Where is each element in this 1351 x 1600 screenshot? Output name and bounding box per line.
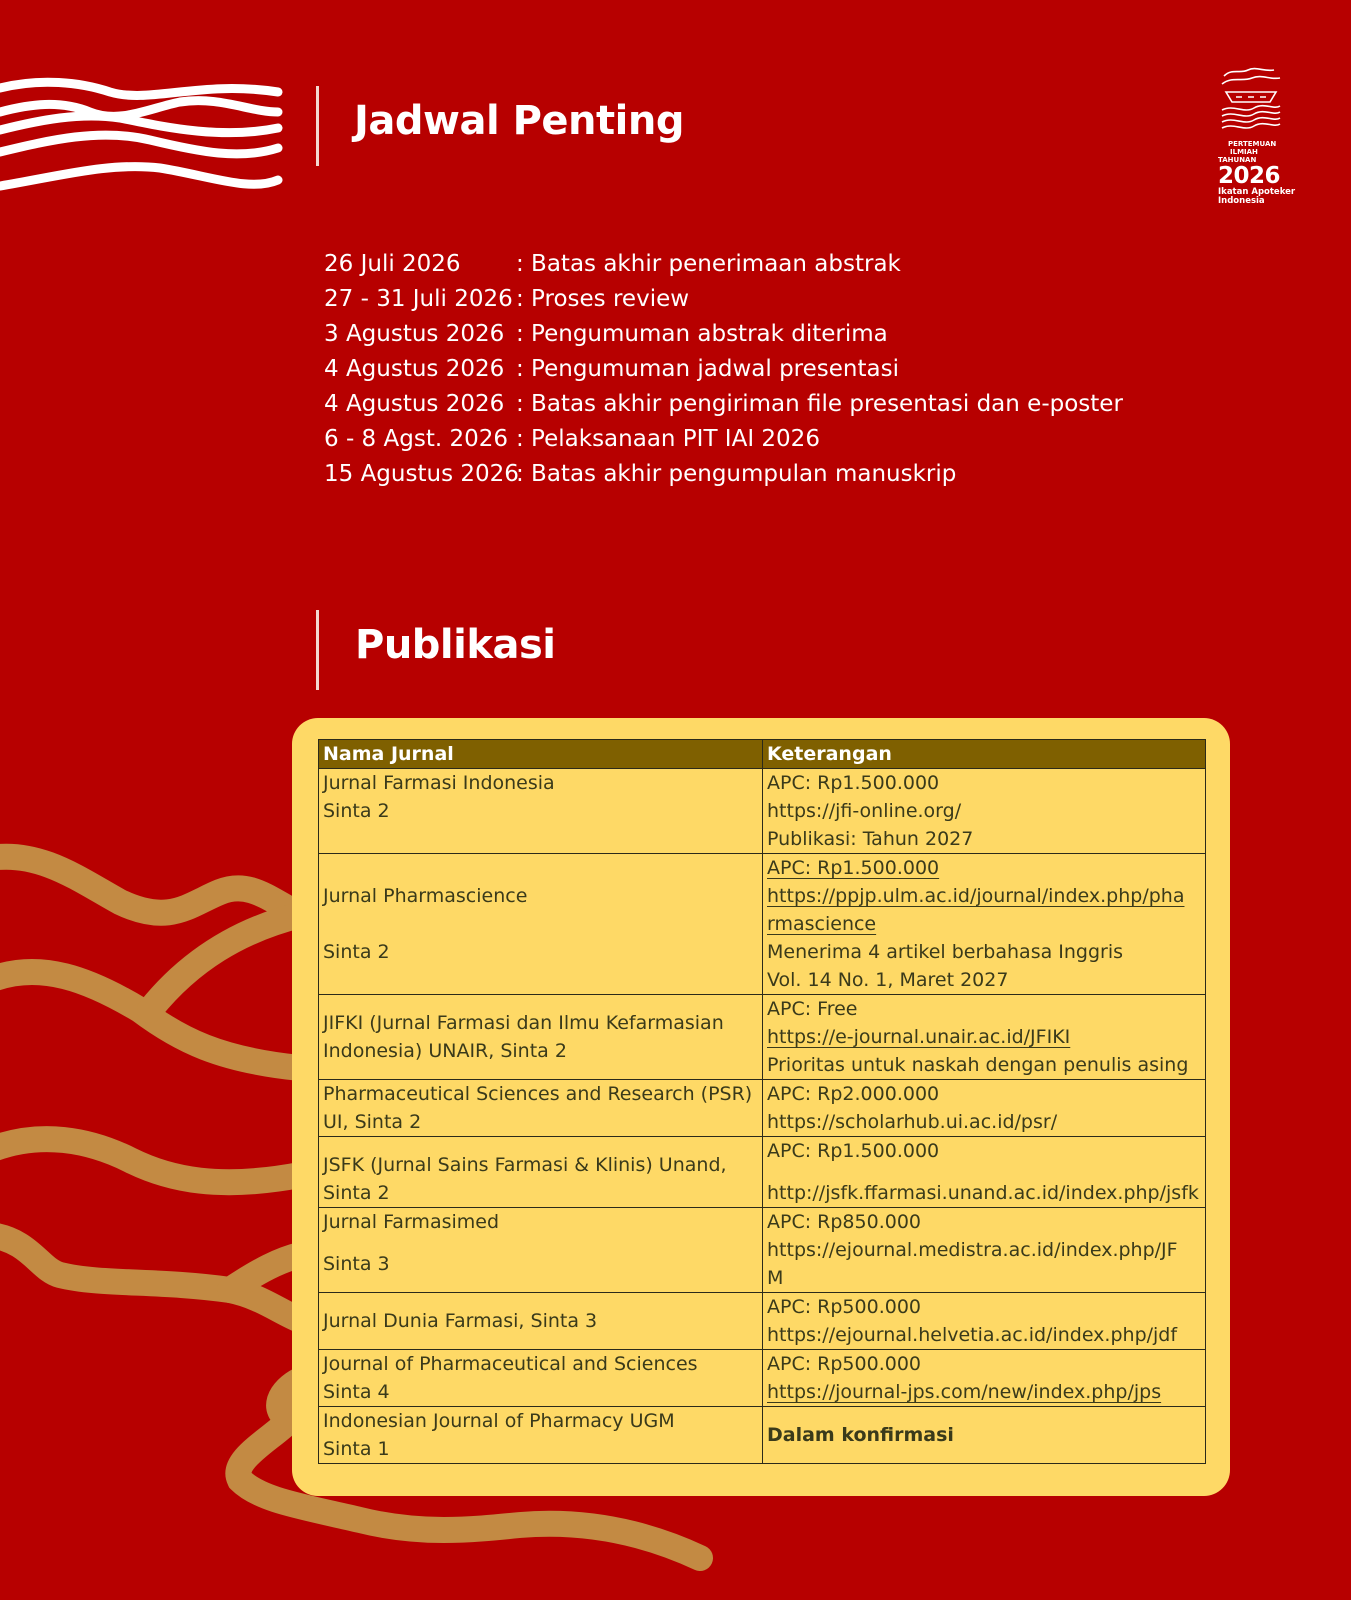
schedule-date: 26 Juli 2026 [324, 251, 461, 277]
journal-link-continued[interactable]: rmascience [767, 913, 877, 935]
schedule-desc: : Batas akhir penerimaan abstrak [516, 251, 901, 277]
journal-info-cell [763, 1407, 1206, 1464]
journal-sinta: Sinta 2 [323, 941, 390, 963]
schedule-date: 4 Agustus 2026 [324, 356, 505, 382]
journal-apc: APC: Free [767, 998, 858, 1020]
journal-link[interactable]: https://ppjp.ulm.ac.id/journal/index.php/pha [767, 885, 1185, 907]
journal-apc: APC: Rp1.500.000 [767, 772, 940, 794]
schedule-date: 27 - 31 Juli 2026 [324, 286, 513, 312]
table-row [319, 995, 1206, 1080]
journal-link[interactable]: https://ejournal.medistra.ac.id/index.php/JF [767, 1239, 1178, 1261]
journal-info-cell [763, 1350, 1206, 1407]
journal-name-cell [319, 1407, 763, 1464]
journal-name: Jurnal Pharmascience [323, 885, 528, 907]
schedule-list [324, 247, 1123, 492]
journal-sinta: Sinta 1 [323, 1438, 390, 1460]
journal-name-cell [319, 995, 763, 1080]
journal-apc: APC: Rp500.000 [767, 1353, 921, 1375]
journal-link[interactable]: https://scholarhub.ui.ac.id/psr/ [767, 1111, 1058, 1133]
journal-name: Pharmaceutical Sciences and Research (PSR) [323, 1083, 753, 1105]
journal-info-cell [763, 1208, 1206, 1293]
journal-link[interactable]: https://e-journal.unair.ac.id/JFIKI [767, 1026, 1071, 1048]
table-row [319, 1407, 1206, 1464]
header-journal-name: Nama Jurnal [319, 740, 763, 769]
table-row [319, 854, 1206, 995]
journal-name-cell [319, 1293, 763, 1350]
table-row [319, 1208, 1206, 1293]
schedule-item [324, 387, 1123, 422]
journal-info-cell [763, 1293, 1206, 1350]
journal-status: Dalam konfirmasi [767, 1424, 954, 1446]
journal-info-cell [763, 854, 1206, 995]
journal-link[interactable]: https://journal-jps.com/new/index.php/jps [767, 1381, 1162, 1403]
journal-table-card [292, 718, 1230, 1496]
journal-link[interactable]: http://jsfk.ffarmasi.unand.ac.id/index.php/jsfk [767, 1182, 1199, 1204]
schedule-date: 3 Agustus 2026 [324, 321, 505, 347]
journal-name-cell [319, 854, 763, 995]
journal-name: JIFKI (Jurnal Farmasi dan Ilmu Kefarmasian [323, 1012, 724, 1034]
journal-table [318, 739, 1206, 1464]
table-row [319, 1350, 1206, 1407]
journal-name: Indonesian Journal of Pharmacy UGM [323, 1410, 675, 1432]
journal-apc: APC: Rp2.000.000 [767, 1083, 940, 1105]
logo-line1: PERTEMUAN [1228, 140, 1277, 148]
journal-name-cell [319, 1080, 763, 1137]
journal-apc: APC: Rp1.500.000 [767, 857, 940, 879]
schedule-date: 15 Agustus 2026 [324, 461, 519, 487]
header-description: Keterangan [763, 740, 1206, 769]
logo-emblem-icon [1218, 66, 1284, 136]
table-row [319, 1293, 1206, 1350]
schedule-date: 4 Agustus 2026 [324, 391, 505, 417]
schedule-desc: : Pengumuman jadwal presentasi [516, 356, 899, 382]
journal-sinta: UI, Sinta 2 [323, 1111, 422, 1133]
logo-org-line1: Ikatan Apoteker [1218, 187, 1296, 197]
logo-line2: ILMIAH [1230, 148, 1258, 156]
journal-name-cell [319, 1137, 763, 1208]
journal-sinta: Sinta 2 [323, 800, 390, 822]
schedule-desc: : Pelaksanaan PIT IAI 2026 [516, 426, 820, 452]
logo-org-line2: Indonesia [1218, 196, 1265, 206]
publication-title: Publikasi [355, 622, 556, 668]
schedule-title: Jadwal Penting [354, 98, 684, 144]
table-row [319, 1137, 1206, 1208]
journal-name: Jurnal Dunia Farmasi, Sinta 3 [323, 1310, 598, 1332]
section-divider [316, 610, 319, 690]
schedule-desc: : Pengumuman abstrak diterima [516, 321, 888, 347]
table-row [319, 1080, 1206, 1137]
schedule-item [324, 352, 1123, 387]
journal-name: Jurnal Farmasi Indonesia [323, 772, 555, 794]
journal-name-cell [319, 769, 763, 854]
journal-name: Journal of Pharmaceutical and Sciences [323, 1353, 698, 1375]
journal-sinta: Sinta 4 [323, 1381, 390, 1403]
journal-info-cell [763, 1080, 1206, 1137]
journal-name-cell [319, 1208, 763, 1293]
journal-volume: Vol. 14 No. 1, Maret 2027 [767, 969, 1009, 991]
journal-note: Prioritas untuk naskah dengan penulis asing [767, 1054, 1189, 1076]
journal-apc: APC: Rp1.500.000 [767, 1140, 940, 1162]
schedule-desc: : Proses review [516, 286, 690, 312]
schedule-item [324, 282, 1123, 317]
schedule-desc: : Batas akhir pengumpulan manuskrip [516, 461, 957, 487]
schedule-desc: : Batas akhir pengiriman file presentasi dan e-poster [516, 391, 1123, 417]
journal-link-continued[interactable]: M [767, 1267, 784, 1289]
logo-line3: TAHUNAN [1218, 156, 1257, 164]
journal-info-cell [763, 995, 1206, 1080]
schedule-item [324, 247, 1123, 282]
journal-info-cell [763, 1137, 1206, 1208]
journal-info-cell [763, 769, 1206, 854]
journal-apc: APC: Rp500.000 [767, 1296, 921, 1318]
pit-iai-logo [1218, 66, 1298, 206]
table-header-row [319, 740, 1206, 769]
journal-name: JSFK (Jurnal Sains Farmasi & Klinis) Unand, [323, 1154, 727, 1176]
schedule-date: 6 - 8 Agst. 2026 [324, 426, 508, 452]
journal-link[interactable]: https://ejournal.helvetia.ac.id/index.php/jdf [767, 1324, 1178, 1346]
journal-name-cell [319, 1350, 763, 1407]
schedule-item [324, 457, 1123, 492]
journal-link[interactable]: https://jfi-online.org/ [767, 800, 962, 822]
journal-sinta: Sinta 3 [323, 1253, 390, 1275]
journal-apc: APC: Rp850.000 [767, 1211, 921, 1233]
journal-sinta: Indonesia) UNAIR, Sinta 2 [323, 1040, 567, 1062]
journal-name: Jurnal Farmasimed [323, 1211, 500, 1233]
journal-sinta: Sinta 2 [323, 1182, 390, 1204]
journal-note: Publikasi: Tahun 2027 [767, 828, 974, 850]
schedule-item [324, 317, 1123, 352]
logo-year: 2026 [1218, 163, 1281, 189]
schedule-item [324, 422, 1123, 457]
table-row [319, 769, 1206, 854]
section-divider [316, 86, 319, 166]
journal-note: Menerima 4 artikel berbahasa Inggris [767, 941, 1124, 963]
